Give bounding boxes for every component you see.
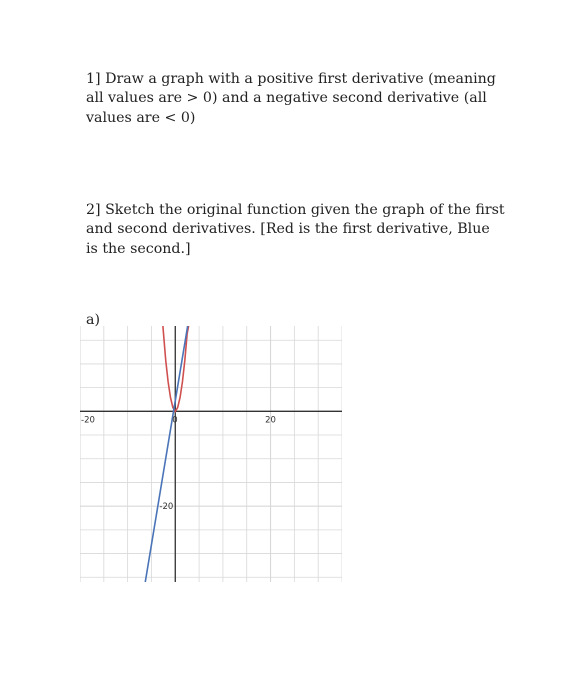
x-tick-label: 0 [172,415,178,426]
part-a-label: a) [86,312,100,328]
y-tick-label: -20 [159,502,174,513]
question-1-text: 1] Draw a graph with a positive first derivative (meaning all values are > 0) and a negative second derivative (all values are < 0) [86,71,496,126]
question-2-text: 2] Sketch the original function given the graph of the first and second derivatives. [Red is the first derivative, Blue is the second.] [86,202,505,257]
x-tick-label: 20 [265,415,276,426]
graph-svg [80,326,342,582]
x-tick-label: -20 [81,415,95,426]
derivatives-graph [80,326,342,582]
